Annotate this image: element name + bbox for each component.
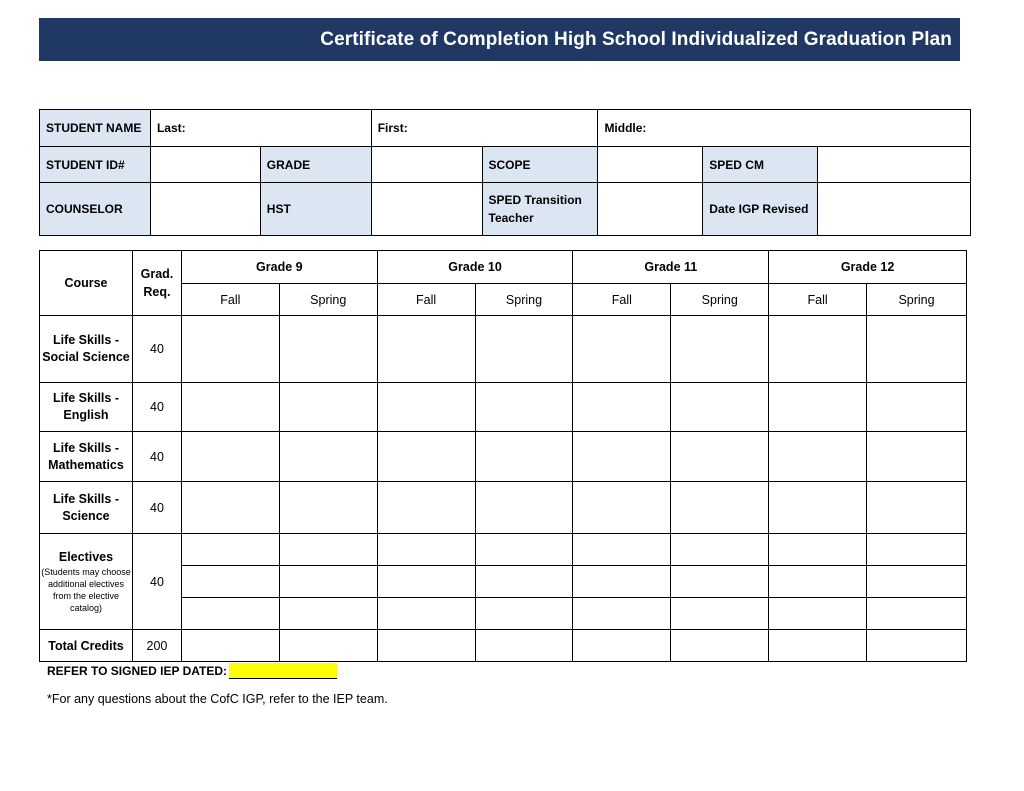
credit-cell[interactable] (181, 598, 279, 630)
table-row (40, 482, 967, 534)
course-name: Life Skills -English (40, 383, 133, 432)
course-plan-table (39, 250, 967, 662)
term-header: Spring (867, 284, 967, 316)
credit-cell[interactable] (867, 316, 967, 383)
credit-cell[interactable] (769, 482, 867, 534)
iep-reference-label: REFER TO SIGNED IEP DATED: (47, 664, 228, 678)
credit-cell[interactable] (867, 432, 967, 482)
credit-cell[interactable] (377, 630, 475, 662)
credit-cell[interactable] (671, 534, 769, 566)
credit-cell[interactable] (279, 432, 377, 482)
table-row (40, 316, 967, 383)
total-credits-value: 200 (132, 630, 181, 662)
date-revised-label: Date IGP Revised (703, 183, 818, 236)
term-header: Fall (769, 284, 867, 316)
credit-cell[interactable] (573, 598, 671, 630)
credit-cell[interactable] (671, 566, 769, 598)
total-row (40, 630, 967, 662)
grad-req-value: 40 (132, 482, 181, 534)
credit-cell[interactable] (377, 316, 475, 383)
credit-cell[interactable] (279, 316, 377, 383)
counselor-field[interactable] (150, 183, 260, 236)
credit-cell[interactable] (671, 316, 769, 383)
credit-cell[interactable] (867, 598, 967, 630)
hst-field[interactable] (371, 183, 482, 236)
term-header: Spring (671, 284, 769, 316)
last-name-field[interactable] (150, 110, 371, 147)
credit-cell[interactable] (769, 534, 867, 566)
sped-cm-label: SPED CM (703, 147, 818, 183)
table-row (40, 383, 967, 432)
credit-cell[interactable] (671, 383, 769, 432)
credit-cell[interactable] (867, 566, 967, 598)
term-header: Spring (279, 284, 377, 316)
iep-reference (47, 663, 337, 679)
last-name-label: Last: (156, 121, 186, 135)
grade-header: Grade 9 (181, 251, 377, 284)
course-name: Life Skills - Mathematics (40, 432, 133, 482)
credit-cell[interactable] (377, 566, 475, 598)
credit-cell[interactable] (181, 630, 279, 662)
course-name: Life Skills - Science (40, 482, 133, 534)
credit-cell[interactable] (573, 482, 671, 534)
credit-cell[interactable] (573, 534, 671, 566)
credit-cell[interactable] (181, 383, 279, 432)
credit-cell[interactable] (769, 630, 867, 662)
credit-cell[interactable] (475, 383, 573, 432)
scope-label: SCOPE (482, 147, 598, 183)
student-info-table (39, 109, 971, 236)
grade-field[interactable] (371, 147, 482, 183)
credit-cell[interactable] (867, 482, 967, 534)
middle-name-field[interactable] (598, 110, 971, 147)
credit-cell[interactable] (671, 630, 769, 662)
credit-cell[interactable] (279, 482, 377, 534)
scope-field[interactable] (598, 147, 703, 183)
first-name-field[interactable] (371, 110, 598, 147)
credit-cell[interactable] (181, 316, 279, 383)
credit-cell[interactable] (769, 598, 867, 630)
table-row (40, 534, 967, 566)
term-header: Fall (573, 284, 671, 316)
term-header: Spring (475, 284, 573, 316)
sped-transition-field[interactable] (598, 183, 703, 236)
credit-cell[interactable] (671, 482, 769, 534)
term-header: Fall (377, 284, 475, 316)
credit-cell[interactable] (475, 534, 573, 566)
credit-cell[interactable] (475, 432, 573, 482)
table-row (40, 432, 967, 482)
first-name-label: First: (377, 121, 408, 135)
date-revised-field[interactable] (818, 183, 971, 236)
credit-cell[interactable] (573, 383, 671, 432)
grad-req-value: 40 (132, 383, 181, 432)
credit-cell[interactable] (279, 598, 377, 630)
student-name-label: STUDENT NAME (40, 110, 151, 147)
counselor-label: COUNSELOR (40, 183, 151, 236)
hst-label: HST (260, 183, 371, 236)
credit-cell[interactable] (867, 383, 967, 432)
credit-cell[interactable] (769, 432, 867, 482)
grade-label: GRADE (260, 147, 371, 183)
credit-cell[interactable] (671, 432, 769, 482)
credit-cell[interactable] (377, 383, 475, 432)
grade-header: Grade 10 (377, 251, 573, 284)
student-id-field[interactable] (150, 147, 260, 183)
credit-cell[interactable] (181, 482, 279, 534)
credit-cell[interactable] (279, 630, 377, 662)
grad-req-value: 40 (132, 432, 181, 482)
credit-cell[interactable] (181, 432, 279, 482)
credit-cell[interactable] (377, 534, 475, 566)
page-title: Certificate of Completion High School Individualized Graduation Plan (39, 18, 960, 61)
credit-cell[interactable] (181, 534, 279, 566)
credit-cell[interactable] (867, 534, 967, 566)
course-name: Electives (58, 550, 114, 564)
student-id-label: STUDENT ID# (40, 147, 151, 183)
credit-cell[interactable] (475, 316, 573, 383)
credit-cell[interactable] (769, 383, 867, 432)
credit-cell[interactable] (573, 566, 671, 598)
grade-header: Grade 12 (769, 251, 967, 284)
credit-cell[interactable] (475, 482, 573, 534)
sped-transition-label: SPED Transition Teacher (482, 183, 598, 236)
course-header: Course (40, 251, 133, 316)
sped-cm-field[interactable] (818, 147, 971, 183)
credit-cell[interactable] (475, 630, 573, 662)
credit-cell[interactable] (377, 432, 475, 482)
credit-cell[interactable] (279, 534, 377, 566)
grad-req-header: Grad. Req. (132, 251, 181, 316)
grade-header: Grade 11 (573, 251, 769, 284)
grad-req-value: 40 (132, 316, 181, 383)
credit-cell[interactable] (671, 598, 769, 630)
credit-cell[interactable] (769, 566, 867, 598)
credit-cell[interactable] (475, 598, 573, 630)
credit-cell[interactable] (769, 316, 867, 383)
iep-date-field[interactable] (229, 663, 337, 679)
credit-cell[interactable] (279, 566, 377, 598)
credit-cell[interactable] (573, 432, 671, 482)
grad-req-value: 40 (132, 534, 181, 630)
footnote: *For any questions about the CofC IGP, refer to the IEP team. (47, 692, 388, 706)
total-credits-label: Total Credits (40, 630, 133, 662)
course-name: Life Skills - Social Science (40, 316, 133, 383)
credit-cell[interactable] (573, 630, 671, 662)
term-header: Fall (181, 284, 279, 316)
credit-cell[interactable] (377, 598, 475, 630)
credit-cell[interactable] (377, 482, 475, 534)
credit-cell[interactable] (475, 566, 573, 598)
credit-cell[interactable] (867, 630, 967, 662)
credit-cell[interactable] (279, 383, 377, 432)
middle-name-label: Middle: (604, 121, 647, 135)
electives-cell (40, 534, 133, 630)
credit-cell[interactable] (573, 316, 671, 383)
credit-cell[interactable] (181, 566, 279, 598)
electives-note: (Students may choose additional electives from the elective catalog) (41, 567, 131, 613)
